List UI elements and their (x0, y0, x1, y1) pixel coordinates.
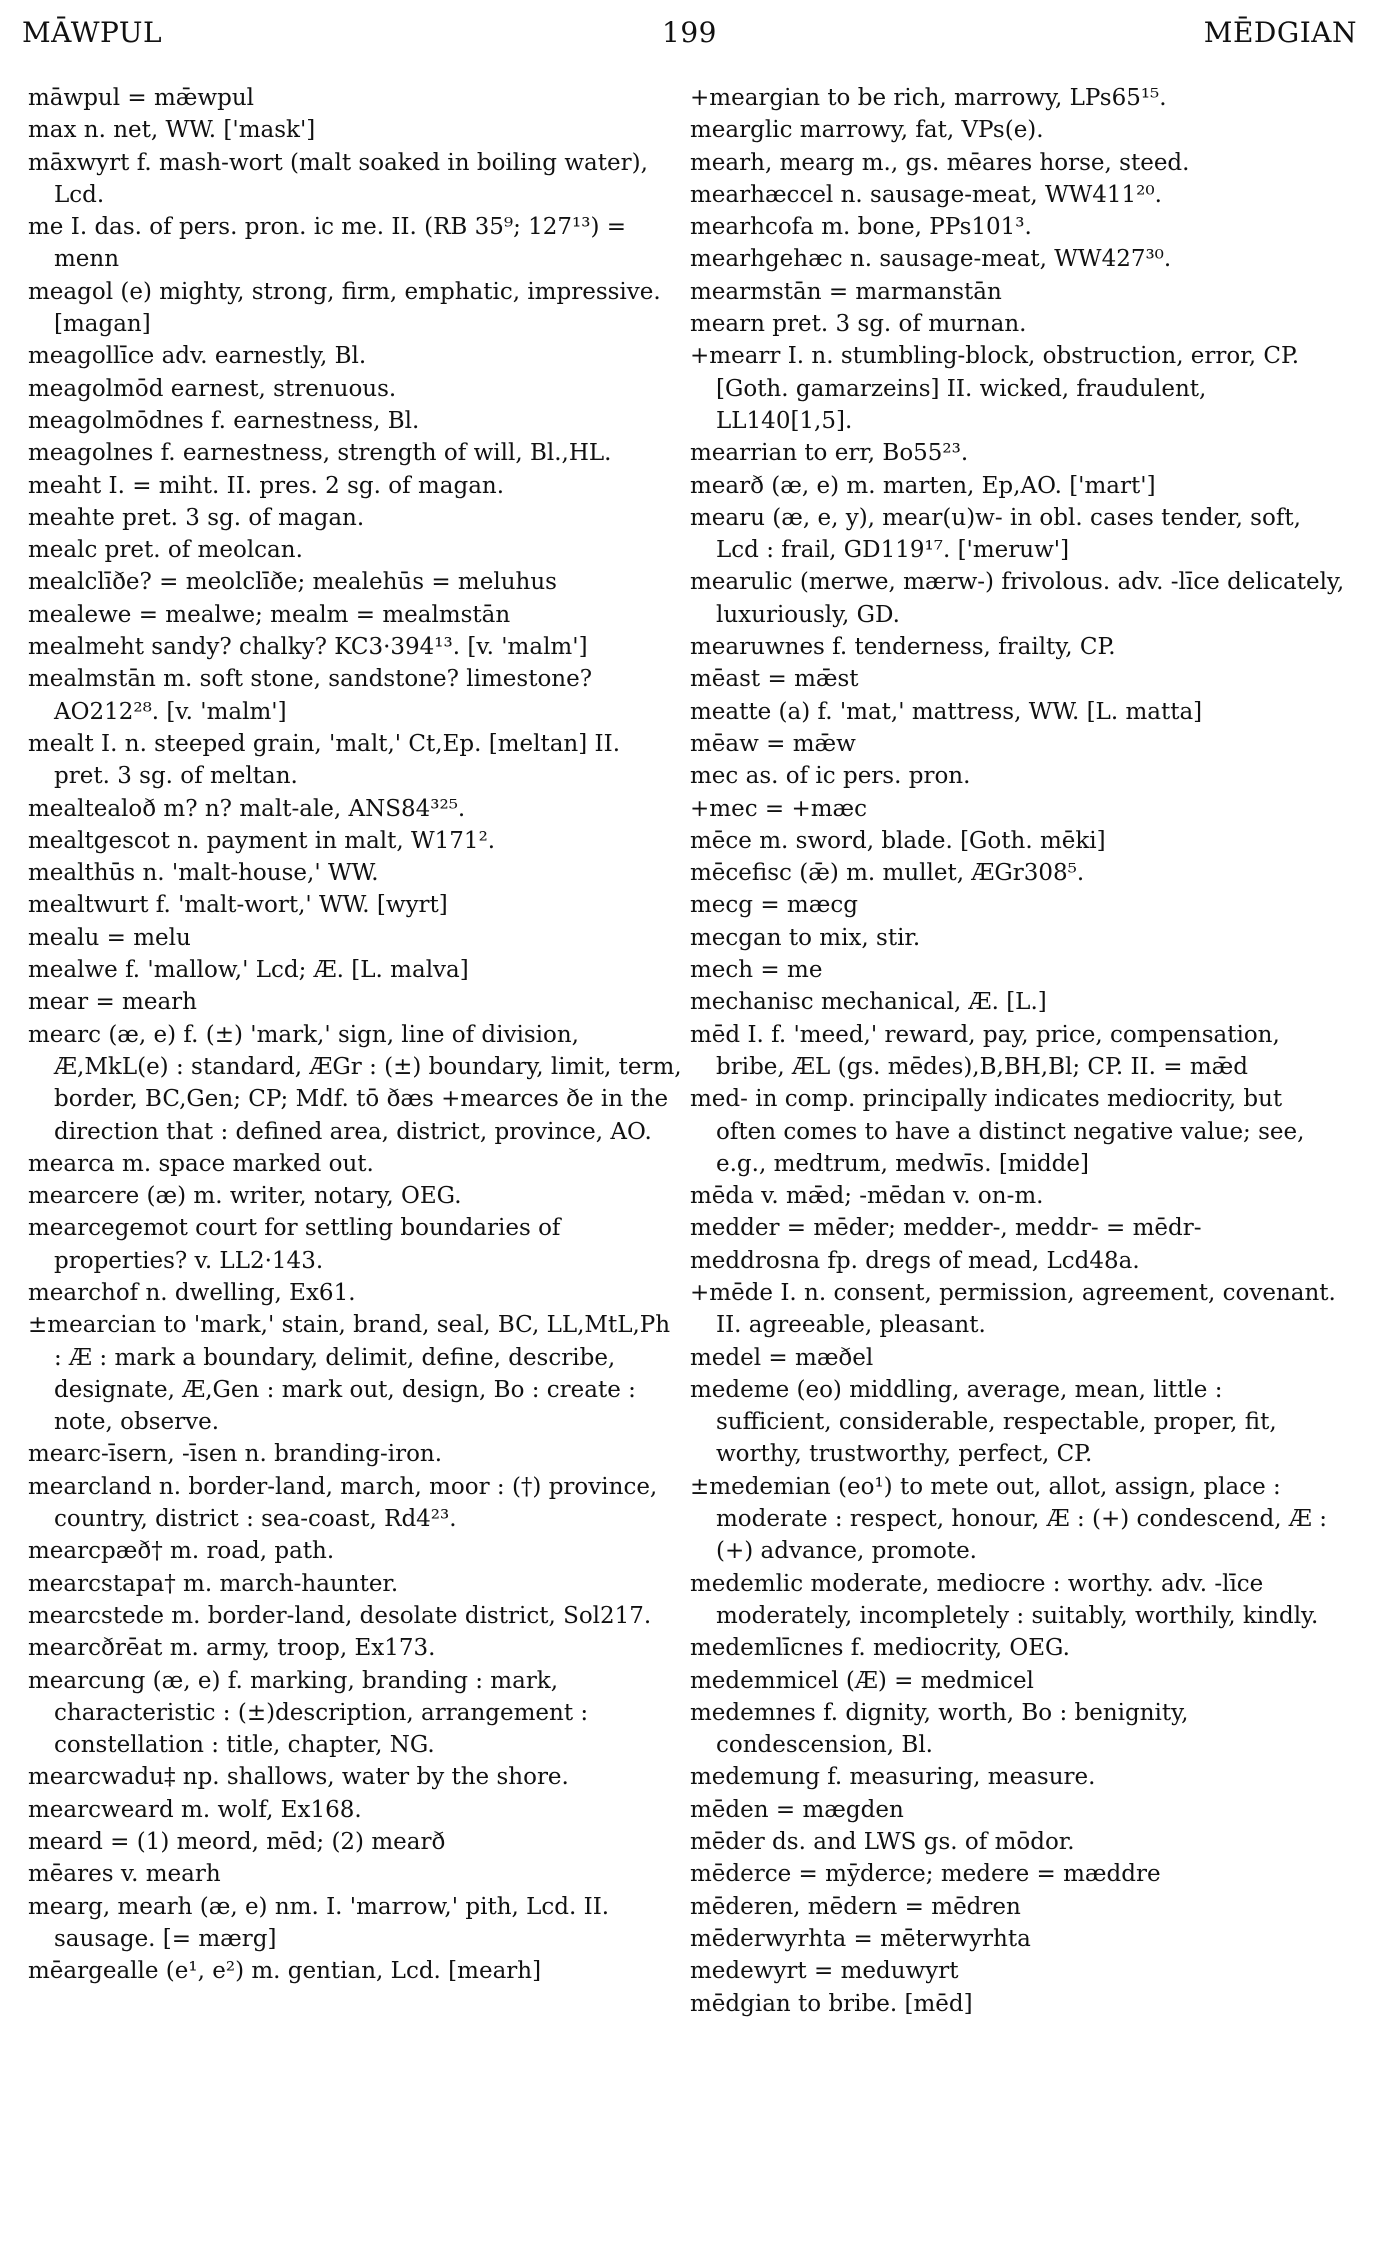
dictionary-entry: mearcpæð† m. road, path. (28, 1538, 335, 1565)
dictionary-entry: +meargian to be rich, marrowy, LPs65¹⁵. (690, 85, 1167, 111)
dictionary-entry: mēd I. f. 'meed,' reward, pay, price, compensation, bribe, ÆL (gs. mēdes),B,BH,Bl; CP. II. = mǣd (690, 1021, 1280, 1080)
dictionary-entry: mēast = mǣst (690, 666, 859, 693)
dictionary-entry: mēdgian to bribe. [mēd] (690, 1990, 973, 2017)
dictionary-entry: mearcwadu‡ np. shallows, water by the shore. (28, 1764, 569, 1791)
dictionary-entry: mealwe f. 'mallow,' Lcd; Æ. [L. malva] (28, 957, 469, 984)
dictionary-entry: med- in comp. principally indicates mediocrity, but often comes to have a distinct negative value; see, e.g., medtrum, medwīs. [midde] (690, 1086, 1305, 1177)
dictionary-entry: mechanisc mechanical, Æ. [L.] (690, 989, 1047, 1016)
dictionary-entry: mearhgehæc n. sausage-meat, WW427³⁰. (690, 246, 1172, 273)
dictionary-entry: +mearr I. n. stumbling-block, obstruction, error, CP. [Goth. gamarzeins] II. wicked, fraudulent, LL140[1,5]. (690, 343, 1300, 434)
dictionary-entry: mearca m. space marked out. (28, 1150, 374, 1177)
dictionary-entry: mēce m. sword, blade. [Goth. mēki] (690, 827, 1106, 854)
dictionary-entry: mēares v. mearh (28, 1861, 221, 1888)
page-header (22, 8, 1357, 58)
dictionary-entry: meagolmōdnes f. earnestness, Bl. (28, 407, 420, 434)
dictionary-entry: +mēde I. n. consent, permission, agreement, covenant. II. agreeable, pleasant. (690, 1279, 1336, 1339)
left-column (28, 82, 683, 2251)
dictionary-entry: mealtgescot n. payment in malt, W171². (28, 827, 496, 854)
dictionary-entry: medemnes f. dignity, worth, Bo : benignity, condescension, Bl. (690, 1699, 1189, 1759)
dictionary-entry: medder = mēder; medder-, meddr- = mēdr- (690, 1215, 1202, 1242)
dictionary-entry: ±mearcian to 'mark,' stain, brand, seal, BC, LL,MtL,Ph : Æ : mark a boundary, delimit, define, describe, designate, Æ,Gen : mark out, design, Bo : create : note, observe. (28, 1312, 671, 1436)
dictionary-entry: mealu = melu (28, 924, 191, 951)
dictionary-entry: mearglic marrowy, fat, VPs(e). (690, 117, 1044, 144)
dictionary-entry: māxwyrt f. mash-wort (malt soaked in boiling water), Lcd. (28, 149, 648, 208)
dictionary-entry: mearn pret. 3 sg. of murnan. (690, 311, 1027, 338)
dictionary-entry: mec as. of ic pers. pron. (690, 763, 971, 790)
dictionary-entry: mearchof n. dwelling, Ex61. (28, 1279, 356, 1306)
dictionary-entry: mearcland n. border-land, march, moor : (†) province, country, district : sea-coast, Rd4²³. (28, 1473, 658, 1533)
dictionary-entry: mealclīðe? = meolclīðe; mealehūs = meluhus (28, 569, 557, 596)
dictionary-entry: mearcweard m. wolf, Ex168. (28, 1796, 362, 1823)
page-number: 199 (662, 16, 717, 49)
dictionary-entry: mearh, mearg m., gs. mēares horse, steed. (690, 149, 1190, 176)
dictionary-entry: mearulic (merwe, mærw-) frivolous. adv. -līce delicately, luxuriously, GD. (690, 569, 1345, 628)
dictionary-entry: mearcstede m. border-land, desolate district, Sol217. (28, 1602, 652, 1629)
dictionary-entry: mēaw = mǣw (690, 730, 856, 757)
dictionary-entry: mēda v. mǣd; -mēdan v. on-m. (690, 1183, 1044, 1210)
dictionary-entry: meagol (e) mighty, strong, firm, emphatic, impressive. [magan] (28, 278, 661, 338)
dictionary-entry: medemung f. measuring, measure. (690, 1764, 1096, 1791)
dictionary-entry: mēderwyrhta = mēterwyrhta (690, 1925, 1031, 1952)
running-head-right: MĒDGIAN (1203, 16, 1357, 49)
running-head-left: MĀWPUL (22, 16, 163, 49)
dictionary-entry: medeme (eo) middling, average, mean, little : sufficient, considerable, respectable, proper, fit, worthy, trustworthy, perfect, CP. (690, 1376, 1277, 1468)
dictionary-entry: medemlīcnes f. mediocrity, OEG. (690, 1635, 1070, 1662)
dictionary-entry: meahte pret. 3 sg. of magan. (28, 504, 365, 531)
dictionary-entry: mecg = mæcg (690, 892, 858, 919)
dictionary-entry: mearcðrēat m. army, troop, Ex173. (28, 1635, 436, 1662)
dictionary-entry: mealmeht sandy? chalky? KC3·394¹³. [v. 'malm'] (28, 634, 588, 661)
dictionary-entry: mearhæccel n. sausage-meat, WW411²⁰. (690, 181, 1162, 208)
dictionary-entry: mēder ds. and LWS gs. of mōdor. (690, 1829, 1075, 1856)
dictionary-entry: medemmicel (Æ) = medmicel (690, 1667, 1034, 1694)
dictionary-entry: medemlic moderate, mediocre : worthy. adv. -līce moderately, incompletely : suitably, worthily, kindly. (690, 1570, 1319, 1629)
dictionary-entry: mear = mearh (28, 989, 197, 1016)
dictionary-entry: māwpul = mǣwpul (28, 85, 255, 111)
dictionary-entry: mealt I. n. steeped grain, 'malt,' Ct,Ep. [meltan] II. pret. 3 sg. of meltan. (28, 730, 621, 790)
dictionary-entry: meaht I. = miht. II. pres. 2 sg. of magan. (28, 472, 505, 499)
dictionary-entry: mealthūs n. 'malt-house,' WW. (28, 860, 379, 887)
dictionary-entry: mech = me (690, 957, 823, 984)
dictionary-entry: mearcung (æ, e) f. marking, branding : mark, characteristic : (±)description, arrangement : constellation : title, chapter, NG. (28, 1667, 589, 1759)
dictionary-entry: mealmstān m. soft stone, sandstone? limestone? AO212²⁸. [v. 'malm'] (28, 666, 593, 725)
dictionary-entry: mēderce = mȳderce; medere = mæddre (690, 1861, 1161, 1888)
dictionary-entry: mēargealle (e¹, e²) m. gentian, Lcd. [mearh] (28, 1958, 542, 1985)
dictionary-entry: me I. das. of pers. pron. ic me. II. (RB 35⁹; 127¹³) = menn (28, 214, 627, 273)
dictionary-entry: medel = mæðel (690, 1344, 874, 1371)
dictionary-entry: mearc (æ, e) f. (±) 'mark,' sign, line of division, Æ,MkL(e) : standard, ÆGr : (±) boundary, limit, term, border, BC,Gen; CP; Mdf. tō ðæs +mearces ðe in the direction that : defined area, district, province, AO. (28, 1021, 682, 1145)
dictionary-entry: mēcefisc (ǣ) m. mullet, ÆGr308⁵. (690, 860, 1085, 887)
dictionary-entry: mecgan to mix, stir. (690, 924, 921, 951)
dictionary-entry: meatte (a) f. 'mat,' mattress, WW. [L. matta] (690, 698, 1203, 725)
dictionary-entry: max n. net, WW. ['mask'] (28, 117, 316, 144)
dictionary-entry: meagolmōd earnest, strenuous. (28, 375, 397, 402)
dictionary-entry: meagollīce adv. earnestly, Bl. (28, 343, 367, 370)
dictionary-entry: meddrosna fp. dregs of mead, Lcd48a. (690, 1247, 1140, 1274)
dictionary-entry: mearcere (æ) m. writer, notary, OEG. (28, 1183, 462, 1210)
dictionary-entry: meard = (1) meord, mēd; (2) mearð (28, 1829, 446, 1856)
dictionary-entry: ±medemian (eo¹) to mete out, allot, assign, place : moderate : respect, honour, Æ : (+) condescend, Æ : (+) advance, promote. (690, 1473, 1327, 1565)
dictionary-entry: mēderen, mēdern = mēdren (690, 1893, 1021, 1920)
dictionary-entry: mearuwnes f. tenderness, frailty, CP. (690, 634, 1116, 661)
dictionary-entry: mealewe = mealwe; mealm = mealmstān (28, 601, 511, 628)
dictionary-entry: medewyrt = meduwyrt (690, 1958, 959, 1985)
dictionary-entry: mearc-īsern, -īsen n. branding-iron. (28, 1441, 443, 1468)
dictionary-entry: mearu (æ, e, y), mear(u)w- in obl. cases tender, soft, Lcd : frail, GD119¹⁷. ['meruw'] (690, 504, 1301, 564)
dictionary-entry: mealtealoð m? n? malt-ale, ANS84³²⁵. (28, 795, 466, 822)
dictionary-entry: mearð (æ, e) m. marten, Ep,AO. ['mart'] (690, 472, 1156, 499)
dictionary-entry: mearg, mearh (æ, e) nm. I. 'marrow,' pith, Lcd. II. sausage. [= mærg] (28, 1893, 610, 1952)
dictionary-entry: mearmstān = marmanstān (690, 278, 1002, 305)
dictionary-entry: mēden = mægden (690, 1796, 904, 1823)
dictionary-entry: mealc pret. of meolcan. (28, 537, 303, 564)
dictionary-entry: mealtwurt f. 'malt-wort,' WW. [wyrt] (28, 892, 448, 919)
dictionary-entry: +mec = +mæc (690, 795, 868, 822)
dictionary-entry: mearhcofa m. bone, PPs101³. (690, 214, 1032, 241)
dictionary-entry: meagolnes f. earnestness, strength of will, Bl.,HL. (28, 440, 612, 467)
dictionary-entry: mearcegemot court for settling boundaries of properties? v. LL2·143. (28, 1215, 561, 1274)
dictionary-entry: mearrian to err, Bo55²³. (690, 440, 969, 467)
right-column (690, 82, 1345, 2251)
dictionary-entry: mearcstapa† m. march-haunter. (28, 1570, 399, 1597)
